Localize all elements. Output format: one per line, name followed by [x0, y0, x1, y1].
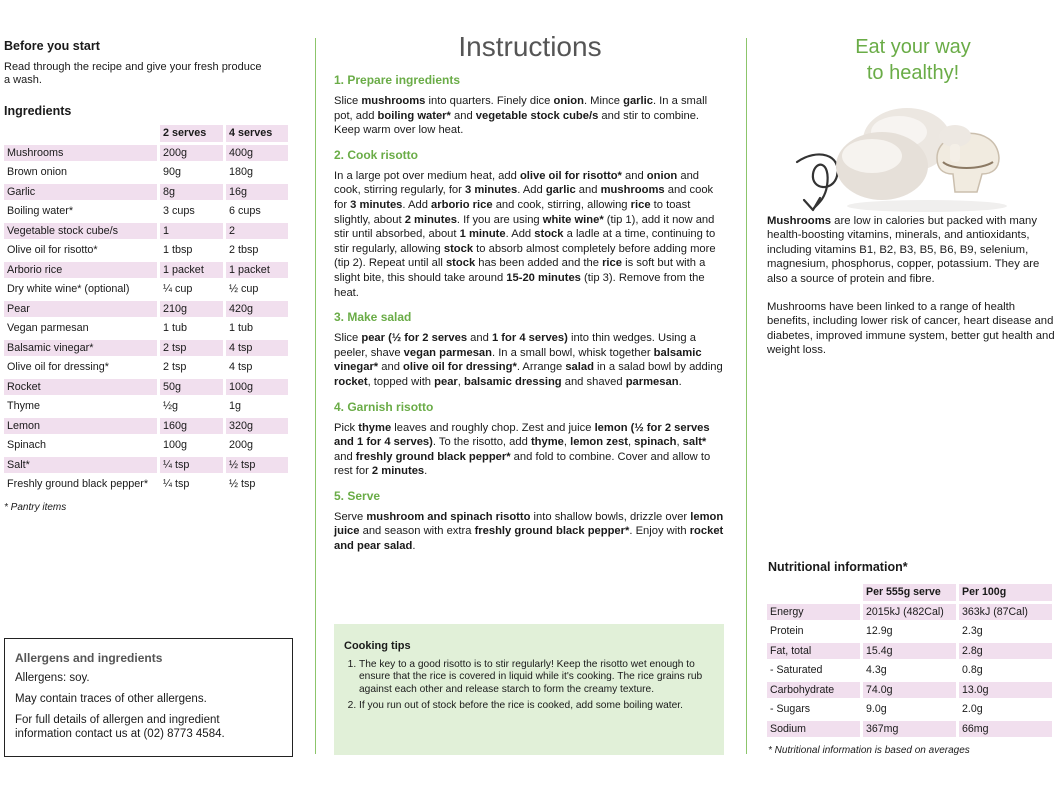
left-column: [4, 0, 294, 513]
qty-4-serves: 100g: [226, 379, 288, 396]
nutrition-title: Nutritional information*: [768, 560, 908, 574]
ingredient-name: Dry white wine* (optional): [4, 281, 157, 298]
ingredient-name: Vegan parmesan: [4, 320, 157, 337]
ingredient-row: [4, 418, 288, 435]
nutrition-note: * Nutritional information is based on averages: [768, 745, 970, 756]
qty-4-serves: 2 tbsp: [226, 242, 288, 259]
slogan-line-1: Eat your way: [855, 36, 971, 58]
tip-2: 2. If you run out of stock before the rice is cooked, add some boiling water.: [359, 700, 721, 712]
per-100g-value: 363kJ (87Cal): [959, 604, 1052, 621]
header-per-100g: Per 100g: [959, 584, 1052, 601]
ingredient-row: [4, 457, 288, 474]
ingredient-row: [4, 164, 288, 181]
nutrition-row: [767, 682, 1052, 699]
nutrient-name: Protein: [770, 625, 804, 638]
qty-2-serves: ¼ cup: [160, 281, 223, 298]
ingredient-name: Olive oil for dressing*: [4, 359, 157, 376]
ingredient-row: [4, 184, 288, 201]
qty-4-serves: 4 tsp: [226, 340, 288, 357]
nutrition-table: [764, 581, 1055, 740]
qty-4-serves: 1g: [226, 398, 288, 415]
ingredient-name: Arborio rice: [4, 262, 157, 279]
cooking-tips-list: [344, 659, 721, 717]
qty-4-serves: ½ tsp: [226, 476, 288, 493]
slogan-line-2: to healthy!: [866, 62, 960, 84]
ingredient-name: Mushrooms: [4, 145, 157, 162]
qty-2-serves: ¼ tsp: [160, 457, 223, 474]
header-per-serve: Per 555g serve: [863, 584, 956, 601]
ingredient-row: [4, 359, 288, 376]
per-100g-value: 66mg: [959, 721, 1052, 738]
step-4-title: 4. Garnish risotto: [334, 399, 434, 414]
per-100g-value: 2.3g: [962, 625, 983, 638]
nutrition-row: [767, 701, 1052, 718]
ingredient-row: [4, 262, 288, 279]
ingredient-row: [4, 242, 288, 259]
ingredient-name: Pear: [4, 301, 157, 318]
slogan: [767, 34, 1059, 86]
per-serve-value: 4.3g: [866, 664, 887, 677]
per-serve-value: 9.0g: [866, 703, 887, 716]
nutrient-name: Carbohydrate: [767, 682, 860, 699]
ingredient-row: [4, 145, 288, 162]
qty-4-serves: ½ tsp: [226, 457, 288, 474]
header-4-serves: 4 serves: [226, 125, 288, 142]
ingredient-name: Garlic: [4, 184, 157, 201]
per-100g-value: 2.0g: [962, 703, 983, 716]
ingredient-row: [4, 379, 288, 396]
ingredient-row: [4, 223, 288, 240]
qty-2-serves: 90g: [160, 164, 223, 181]
step-5-text: Serve mushroom and spinach risotto into shallow bowls, drizzle over lemon juice and season with extra freshly ground black pepper*. Enjoy with rocket and pear salad.: [334, 510, 724, 553]
per-100g-value: 13.0g: [959, 682, 1052, 699]
qty-2-serves: 160g: [160, 418, 223, 435]
step-4-text: Pick thyme leaves and roughly chop. Zest and juice lemon (½ for 2 serves and 1 for 4 serves). To the risotto, add thyme, lemon zest, spinach, salt* and freshly ground black pepper* and fold to combine. Cover and allow to rest for 2 minutes.: [334, 421, 711, 478]
ingredient-name: Brown onion: [4, 164, 157, 181]
header-2-serves: 2 serves: [160, 125, 223, 142]
nutrition-row: [767, 662, 1052, 679]
qty-4-serves: 1 packet: [226, 262, 288, 279]
cooking-tips-title: Cooking tips: [344, 640, 411, 652]
per-serve-value: 74.0g: [863, 682, 956, 699]
ingredient-name: Salt*: [4, 457, 157, 474]
qty-2-serves: 3 cups: [160, 203, 223, 220]
divider-left: [315, 38, 316, 754]
ingredient-row: [4, 437, 288, 454]
qty-2-serves: 1: [160, 223, 223, 240]
ingredients-title: Ingredients: [4, 104, 72, 118]
qty-2-serves: 1 tub: [160, 320, 223, 337]
ingredient-row: [4, 203, 288, 220]
allergen-box: [4, 638, 293, 757]
right-column: [767, 0, 1059, 756]
before-you-start-title: Before you start: [4, 39, 100, 53]
ingredient-name: Olive oil for risotto*: [4, 242, 157, 259]
step-1-text: Slice mushrooms into quarters. Finely dice onion. Mince garlic. In a small pot, add boiling water* and vegetable stock cube/s and stir to combine. Keep warm over low heat.: [334, 95, 708, 137]
nutrition-row: [767, 604, 1052, 621]
ingredients-header-row: [4, 125, 288, 142]
divider-right: [746, 38, 747, 754]
mushroom-benefits-para-1: [767, 214, 1059, 286]
allergen-line: Allergens: soy.: [15, 672, 90, 684]
step-1-title: 1. Prepare ingredients: [334, 73, 461, 87]
ingredient-name: Balsamic vinegar*: [4, 340, 157, 357]
qty-2-serves: 1 packet: [160, 262, 223, 279]
ingredients-table: [1, 122, 291, 496]
nutrition-row: [767, 721, 1052, 738]
qty-2-serves: 200g: [160, 145, 223, 162]
ingredient-name: Lemon: [4, 418, 157, 435]
allergen-contact: For full details of allergen and ingredient information contact us at (02) 8773 4584.: [15, 714, 225, 740]
qty-4-serves: 320g: [226, 418, 288, 435]
qty-4-serves: ½ cup: [226, 281, 288, 298]
ingredient-row: [4, 281, 288, 298]
ingredient-name: Freshly ground black pepper*: [4, 476, 157, 493]
qty-4-serves: 2: [226, 223, 288, 240]
mushroom-benefits-para-2: Mushrooms have been linked to a range of health benefits, including lower risk of cancer, heart disease and diabetes, improved immune system, better gut health and weight loss.: [767, 301, 1055, 357]
nutrient-name: Fat, total: [767, 643, 860, 660]
qty-2-serves: 100g: [160, 437, 223, 454]
ingredient-name: Rocket: [4, 379, 157, 396]
para-1-rest: are low in calories but packed with many health-boosting vitamins, minerals, and antioxidants, including vitamins B1, B2, B3, B5, B6, B9, selenium, magnesium, phosphorus, copper, potassium. They are also a source of protein and fibre.: [767, 215, 1040, 285]
instructions-title: Instructions: [458, 31, 602, 62]
per-100g-value: 0.8g: [962, 664, 983, 677]
step-2-title: 2. Cook risotto: [334, 147, 419, 162]
step-5-title: 5. Serve: [334, 488, 381, 503]
qty-4-serves: 1 tub: [226, 320, 288, 337]
per-serve-value: 2015kJ (482Cal): [863, 604, 956, 621]
cooking-tips-box: [334, 624, 724, 755]
qty-2-serves: 8g: [160, 184, 223, 201]
qty-2-serves: 2 tsp: [160, 340, 223, 357]
ingredient-name: Vegetable stock cube/s: [4, 223, 157, 240]
nutrient-name: - Sugars: [770, 703, 811, 716]
qty-2-serves: 1 tbsp: [160, 242, 223, 259]
ingredient-row: [4, 320, 288, 337]
ingredient-row: [4, 476, 288, 493]
per-100g-value: 2.8g: [959, 643, 1052, 660]
step-2-text: In a large pot over medium heat, add olive oil for risotto* and onion and cook, stirring regularly, for 3 minutes. Add garlic and mushrooms and cook for 3 minutes. Add arborio rice and cook, stirring, allowing rice to toast slightly, about 2 minutes. If you are using white wine* (tip 1), add it now and stir until absorbed, about 1 minute. Add stock a ladle at a time, continuing to stir regularly, allowing stock to absorb almost completely before adding more (tip 2). Repeat until all stock has been added and the rice is soft but with a slight bite, this should take around 15-20 minutes (tip 3). Remove from the heat.: [334, 169, 716, 299]
ingredient-name: Spinach: [4, 437, 157, 454]
qty-2-serves: 210g: [160, 301, 223, 318]
nutrition-row: [767, 623, 1052, 640]
qty-2-serves: ¼ tsp: [160, 476, 223, 493]
before-you-start-text: Read through the recipe and give your fresh produce a wash.: [4, 61, 262, 86]
ingredient-row: [4, 340, 288, 357]
nutrition-header-row: [767, 584, 1052, 601]
qty-2-serves: 50g: [160, 379, 223, 396]
per-serve-value: 12.9g: [866, 625, 893, 638]
ingredient-name: Boiling water*: [4, 203, 157, 220]
qty-4-serves: 16g: [226, 184, 288, 201]
allergen-title: Allergens and ingredients: [15, 651, 163, 665]
step-3-title: 3. Make salad: [334, 310, 412, 325]
instructions-column: [334, 0, 726, 554]
mushrooms-strong: Mushrooms: [767, 215, 832, 227]
nutrient-name: Sodium: [767, 721, 860, 738]
ingredient-name: Thyme: [4, 398, 157, 415]
ingredient-row: [4, 398, 288, 415]
ingredient-row: [4, 301, 288, 318]
nutrient-name: Energy: [767, 604, 860, 621]
nutrient-name: - Saturated: [770, 664, 823, 677]
qty-2-serves: 2 tsp: [160, 359, 223, 376]
mushrooms-photo: [767, 88, 1059, 228]
per-serve-value: 15.4g: [863, 643, 956, 660]
qty-4-serves: 200g: [226, 437, 288, 454]
step-3-text: Slice pear (½ for 2 serves and 1 for 4 serves) into thin wedges. Using a peeler, shave vegan parmesan. In a small bowl, whisk together balsamic vinegar* and olive oil for dressing*. Arrange salad in a salad bowl by adding rocket, topped with pear, balsamic dressing and shaved parmesan.: [334, 332, 723, 388]
pantry-note: * Pantry items: [4, 501, 67, 513]
allergen-traces: May contain traces of other allergens.: [15, 693, 207, 705]
qty-4-serves: 4 tsp: [226, 359, 288, 376]
tip-1: 1. The key to a good risotto is to stir regularly! Keep the risotto wet enough to ensure that the rice is covered in liquid while it's cooking. The rice grains rub against each other and release starch to form the creamy texture.: [359, 659, 721, 696]
qty-4-serves: 400g: [226, 145, 288, 162]
nutrition-row: [767, 643, 1052, 660]
qty-4-serves: 6 cups: [226, 203, 288, 220]
per-serve-value: 367mg: [863, 721, 956, 738]
qty-2-serves: ½g: [160, 398, 223, 415]
qty-4-serves: 180g: [226, 164, 288, 181]
qty-4-serves: 420g: [226, 301, 288, 318]
